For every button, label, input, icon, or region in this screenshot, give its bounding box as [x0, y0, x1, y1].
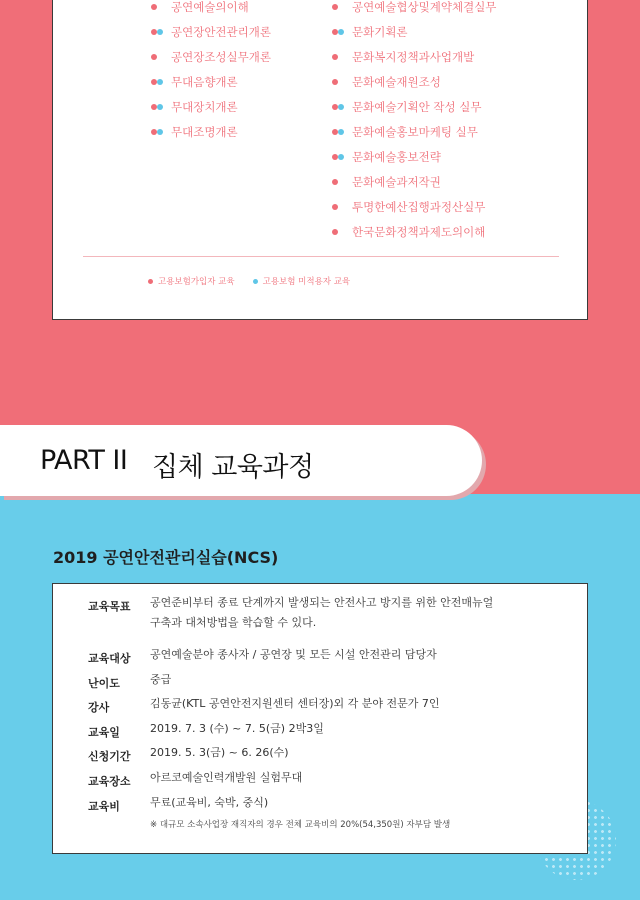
bullet-dots [330, 172, 352, 192]
course-item [149, 122, 238, 142]
course-item [330, 172, 441, 192]
course-item-label: 문화예술홍보마케팅 실무 [352, 125, 478, 139]
course-item [330, 72, 441, 92]
course-item-label: 공연예술협상및계약체결실무 [352, 0, 497, 14]
info-key: 강사 [88, 701, 110, 714]
course-item [149, 0, 249, 17]
pink-dot-icon [151, 54, 157, 60]
pink-dot-icon [332, 229, 338, 235]
bullet-dots [149, 97, 171, 117]
course-item [149, 22, 271, 42]
course-item-label: 문화예술기획안 작성 실무 [352, 100, 482, 114]
legend-insured-label: 고용보험가입자 교육 [158, 277, 235, 287]
bullet-dots [330, 47, 352, 67]
course-item-label: 무대조명개론 [171, 125, 238, 139]
info-value: 무료(교육비, 숙박, 중식) [150, 796, 269, 809]
part-banner [0, 425, 482, 496]
course-title: 2019 공연안전관리실습(NCS) [53, 548, 279, 567]
course-item [149, 97, 238, 117]
info-value: 공연예술분야 종사자 / 공연장 및 모든 시설 안전관리 담당자 [150, 648, 437, 661]
blue-dot-icon [157, 104, 163, 110]
course-item-label: 문화복지정책과사업개발 [352, 50, 475, 64]
pink-dot-icon [332, 204, 338, 210]
bullet-dots [330, 197, 352, 217]
course-item-label: 공연예술의이해 [171, 0, 249, 14]
bullet-dots [149, 47, 171, 67]
course-item [149, 47, 271, 67]
info-value: 아르코예술인력개발원 실험무대 [150, 771, 303, 784]
course-item [330, 147, 441, 167]
divider [83, 256, 559, 257]
bullet-dots [149, 72, 171, 92]
bullet-dots [330, 22, 352, 42]
info-value: 공연준비부터 종료 단계까지 발생되는 안전사고 방지를 위한 안전매뉴얼 [150, 596, 494, 609]
pink-dot-icon [151, 4, 157, 10]
course-item-label: 무대음향개론 [171, 75, 238, 89]
blue-dot-icon [338, 154, 344, 160]
info-value: 중급 [150, 673, 172, 686]
course-item-label: 문화예술홍보전략 [352, 150, 441, 164]
pink-dot-icon [332, 179, 338, 185]
course-item [330, 222, 485, 242]
fee-note: ※ 대규모 소속사업장 재직자의 경우 전체 교육비의 20%(54,350원) 자부담 발생 [150, 820, 451, 830]
course-item [330, 197, 485, 217]
bullet-dots [330, 122, 352, 142]
bullet-dots [330, 97, 352, 117]
blue-dot-icon [338, 29, 344, 35]
legend-uninsured-label: 고용보험 미적용자 교육 [262, 277, 351, 287]
course-item [330, 122, 478, 142]
blue-dot-icon [253, 279, 258, 284]
pink-dot-icon [148, 279, 153, 284]
course-item-label: 투명한예산집행과정산실무 [352, 200, 486, 214]
bullet-dots [330, 147, 352, 167]
course-item-label: 공연장조성실무개론 [171, 50, 271, 64]
course-item [330, 22, 408, 42]
course-item [149, 72, 238, 92]
bullet-dots [330, 72, 352, 92]
legend [148, 275, 350, 287]
blue-dot-icon [157, 129, 163, 135]
info-value: 2019. 5. 3(금) ~ 6. 26(수) [150, 746, 289, 759]
part-label: PART II [40, 445, 128, 476]
course-info-box [52, 583, 588, 854]
info-value: 2019. 7. 3 (수) ~ 7. 5(금) 2박3일 [150, 722, 324, 735]
bullet-dots [149, 22, 171, 42]
course-item-label: 문화예술재원조성 [352, 75, 441, 89]
course-item-label: 문화기획론 [352, 25, 408, 39]
info-key: 교육목표 [88, 600, 131, 613]
info-value: 구축과 대처방법을 학습할 수 있다. [150, 616, 317, 629]
course-item-label: 문화예술과저작권 [352, 175, 441, 189]
course-item-label: 공연장안전관리개론 [171, 25, 271, 39]
info-key: 신청기간 [88, 750, 131, 763]
info-key: 교육대상 [88, 652, 131, 665]
info-key: 교육장소 [88, 775, 131, 788]
part-title: 집체 교육과정 [152, 452, 314, 483]
info-key: 난이도 [88, 677, 120, 690]
bullet-dots [149, 0, 171, 17]
course-list-card [52, 0, 588, 320]
course-item [330, 47, 474, 67]
bullet-dots [149, 122, 171, 142]
course-item-label: 무대장치개론 [171, 100, 238, 114]
pink-dot-icon [332, 54, 338, 60]
bullet-dots [330, 0, 352, 17]
blue-dot-icon [157, 29, 163, 35]
course-item [330, 97, 482, 117]
blue-dot-icon [338, 104, 344, 110]
bullet-dots [330, 222, 352, 242]
info-value: 김동균(KTL 공연안전지원센터 센터장)외 각 분야 전문가 7인 [150, 697, 440, 710]
blue-dot-icon [157, 79, 163, 85]
info-key: 교육일 [88, 726, 120, 739]
course-item [330, 0, 496, 17]
blue-dot-icon [338, 129, 344, 135]
course-item-label: 한국문화정책과제도의이해 [352, 225, 486, 239]
info-key: 교육비 [88, 800, 120, 813]
pink-dot-icon [332, 4, 338, 10]
pink-dot-icon [332, 79, 338, 85]
